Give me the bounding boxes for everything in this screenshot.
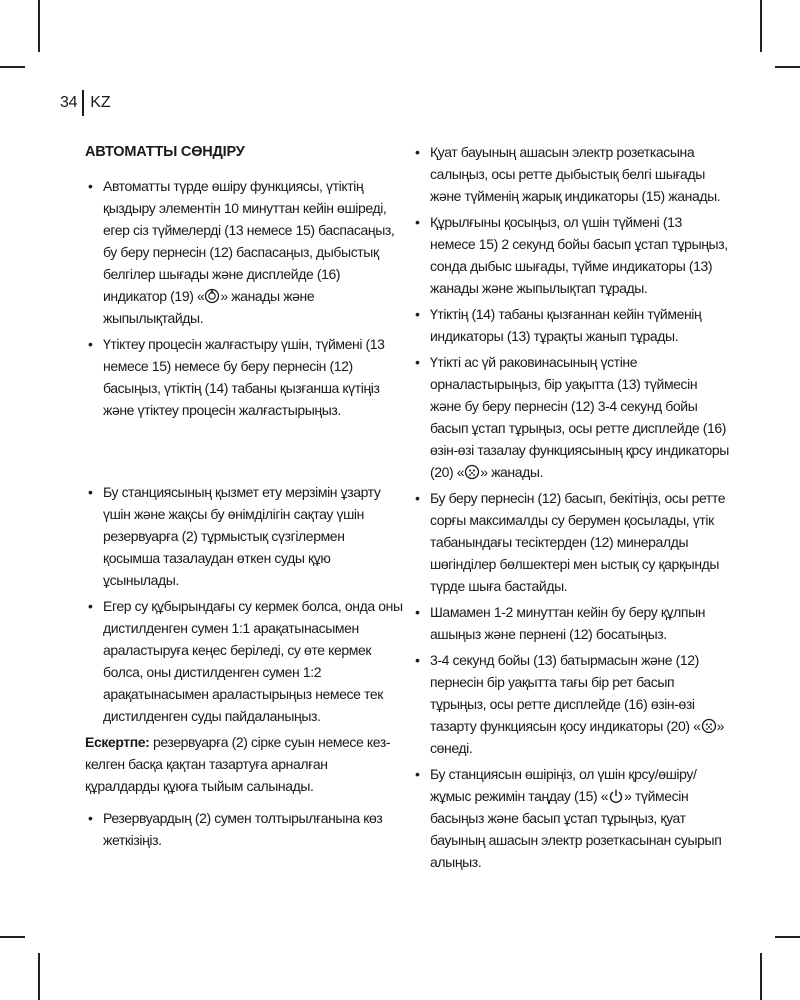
page-number: 34 [60, 94, 78, 111]
right-column [412, 141, 730, 877]
auto-off-icon [204, 288, 220, 304]
crop-mark [38, 0, 40, 52]
bullet-list [85, 807, 403, 851]
section-title: АВТОМАТТЫ СӨНДІРУ [85, 144, 245, 160]
bullet-list [85, 175, 403, 421]
page-header [60, 90, 111, 116]
list-item-text: » жанады. [480, 464, 544, 480]
list-item-text: Үтікті ас үй раковинасының үстіне орналастырыңыз, бір уақытта (13) түймесін және бу беру пернесін (12) 3-4 секунд бойы басып ұстап тұрыңыз, осы ретте дисплейде (16) өзін-өзі тазалау функциясының қрсу индикаторы (20) « [430, 354, 729, 480]
list-item-text: » сөнеді. [430, 718, 724, 756]
list-item: • Қуат бауының ашасын электр розеткасына салыңыз, осы ретте дыбыстық белгі шығады және түйменің жарық индикаторы (15) жанады. [412, 141, 730, 207]
note-label: Ескертпе: [85, 734, 150, 750]
crop-mark [38, 953, 40, 1000]
crop-mark [760, 953, 762, 1000]
list-item-text: Автоматты түрде өшіру функциясы, үтіктің қыздыру элементін 10 минуттан кейін өшіреді, егер сіз түймелерді (13 немесе 15) баспасаңыз, бу беру пернесін (12) баспасаңыз, дыбыстық белгілер шығады және дисплейде (16) индикатор (19) « [103, 178, 395, 304]
crop-mark [775, 66, 800, 68]
list-item [412, 351, 730, 483]
list-item: • Резервуардың (2) сумен толтырылғанына көз жеткізіңіз. [85, 807, 403, 851]
list-item [412, 763, 730, 873]
crop-mark [0, 66, 25, 68]
list-item-text: » жанады және жыпылықтайды. [103, 288, 315, 326]
crop-mark [760, 0, 762, 52]
bullet-list [412, 141, 730, 873]
list-item: • Үтіктеу процесін жалғастыру үшін, түймені (13 немесе 15) немесе бу беру пернесін (12) басыңыз, үтіктің (14) табаны қызғанша күтіңіз және үтіктеу процесін жалғастырыңыз. [85, 333, 403, 421]
list-item: • Бу станциясының қызмет ету мерзімін ұзарту үшін және жақсы бу өнімділігін сақтау үшін резервуарға (2) тұрмыстық сүзгілермен қосымша тазалаудан өткен суды құю ұсынылады. [85, 481, 403, 591]
self-clean-icon [701, 718, 717, 734]
list-item [85, 175, 403, 329]
header-divider [82, 90, 84, 116]
crop-mark [775, 936, 800, 938]
bullet-list [85, 481, 403, 727]
list-item-text: » түймесін басыңыз және басып ұстап тұрыңыз, қуат бауының ашасын электр розеткасынан суырып алыңыз. [430, 788, 722, 870]
list-item: • Үтіктің (14) табаны қызғаннан кейін түйменің индикаторы (13) тұрақты жанып тұрады. [412, 303, 730, 347]
note-text: резервуарға (2) сірке суын немесе кез-келген басқа қақтан тазартуға арналған құралдарды құюға тыйым салынады. [85, 734, 391, 794]
list-item [412, 649, 730, 759]
note [85, 731, 403, 797]
list-item-text: Бу станциясын өшіріңіз, ол үшін қрсу/өшіру/жұмыс режимін таңдау (15) « [430, 766, 697, 804]
list-item: • Құрылғыны қосыңыз, ол үшін түймені (13 немесе 15) 2 секунд бойы басып ұстап тұрыңыз, сонда дыбыс шығады, түйме индикаторы (13) жанады және жыпылықтап тұрады. [412, 211, 730, 299]
crop-mark [0, 936, 25, 938]
list-item: • Егер су құбырындағы су кермек болса, онда оны дистилденген сумен 1:1 арақатынасымен араластыруға кеңес беріледі, су өте кермек болса, оны дистилденген сумен 1:2 арақатынасымен араластырыңыз немесе тек дистилденген суды пайдаланыңыз. [85, 595, 403, 727]
list-item: • Шамамен 1-2 минуттан кейін бу беру құлпын ашыңыз және пернені (12) босатыңыз. [412, 601, 730, 645]
power-icon [608, 788, 624, 804]
left-column [85, 141, 403, 855]
language-code: KZ [90, 94, 111, 111]
self-clean-icon [464, 464, 480, 480]
list-item-text: 3-4 секунд бойы (13) батырмасын және (12) пернесін бір уақытта тағы бір рет басып тұрыңыз, осы ретте дисплейде (16) өзін-өзі тазарту функциясын қосу индикаторы (20) « [430, 652, 701, 734]
list-item: • Бу беру пернесін (12) басып, бекітіңіз, осы ретте сорғы максималды су берумен қосылады, үтік табанындағы тесіктерден (12) минералды шөгінділер бөлшектері мен ыстық су қарқынды түрде шыға бастайды. [412, 487, 730, 597]
